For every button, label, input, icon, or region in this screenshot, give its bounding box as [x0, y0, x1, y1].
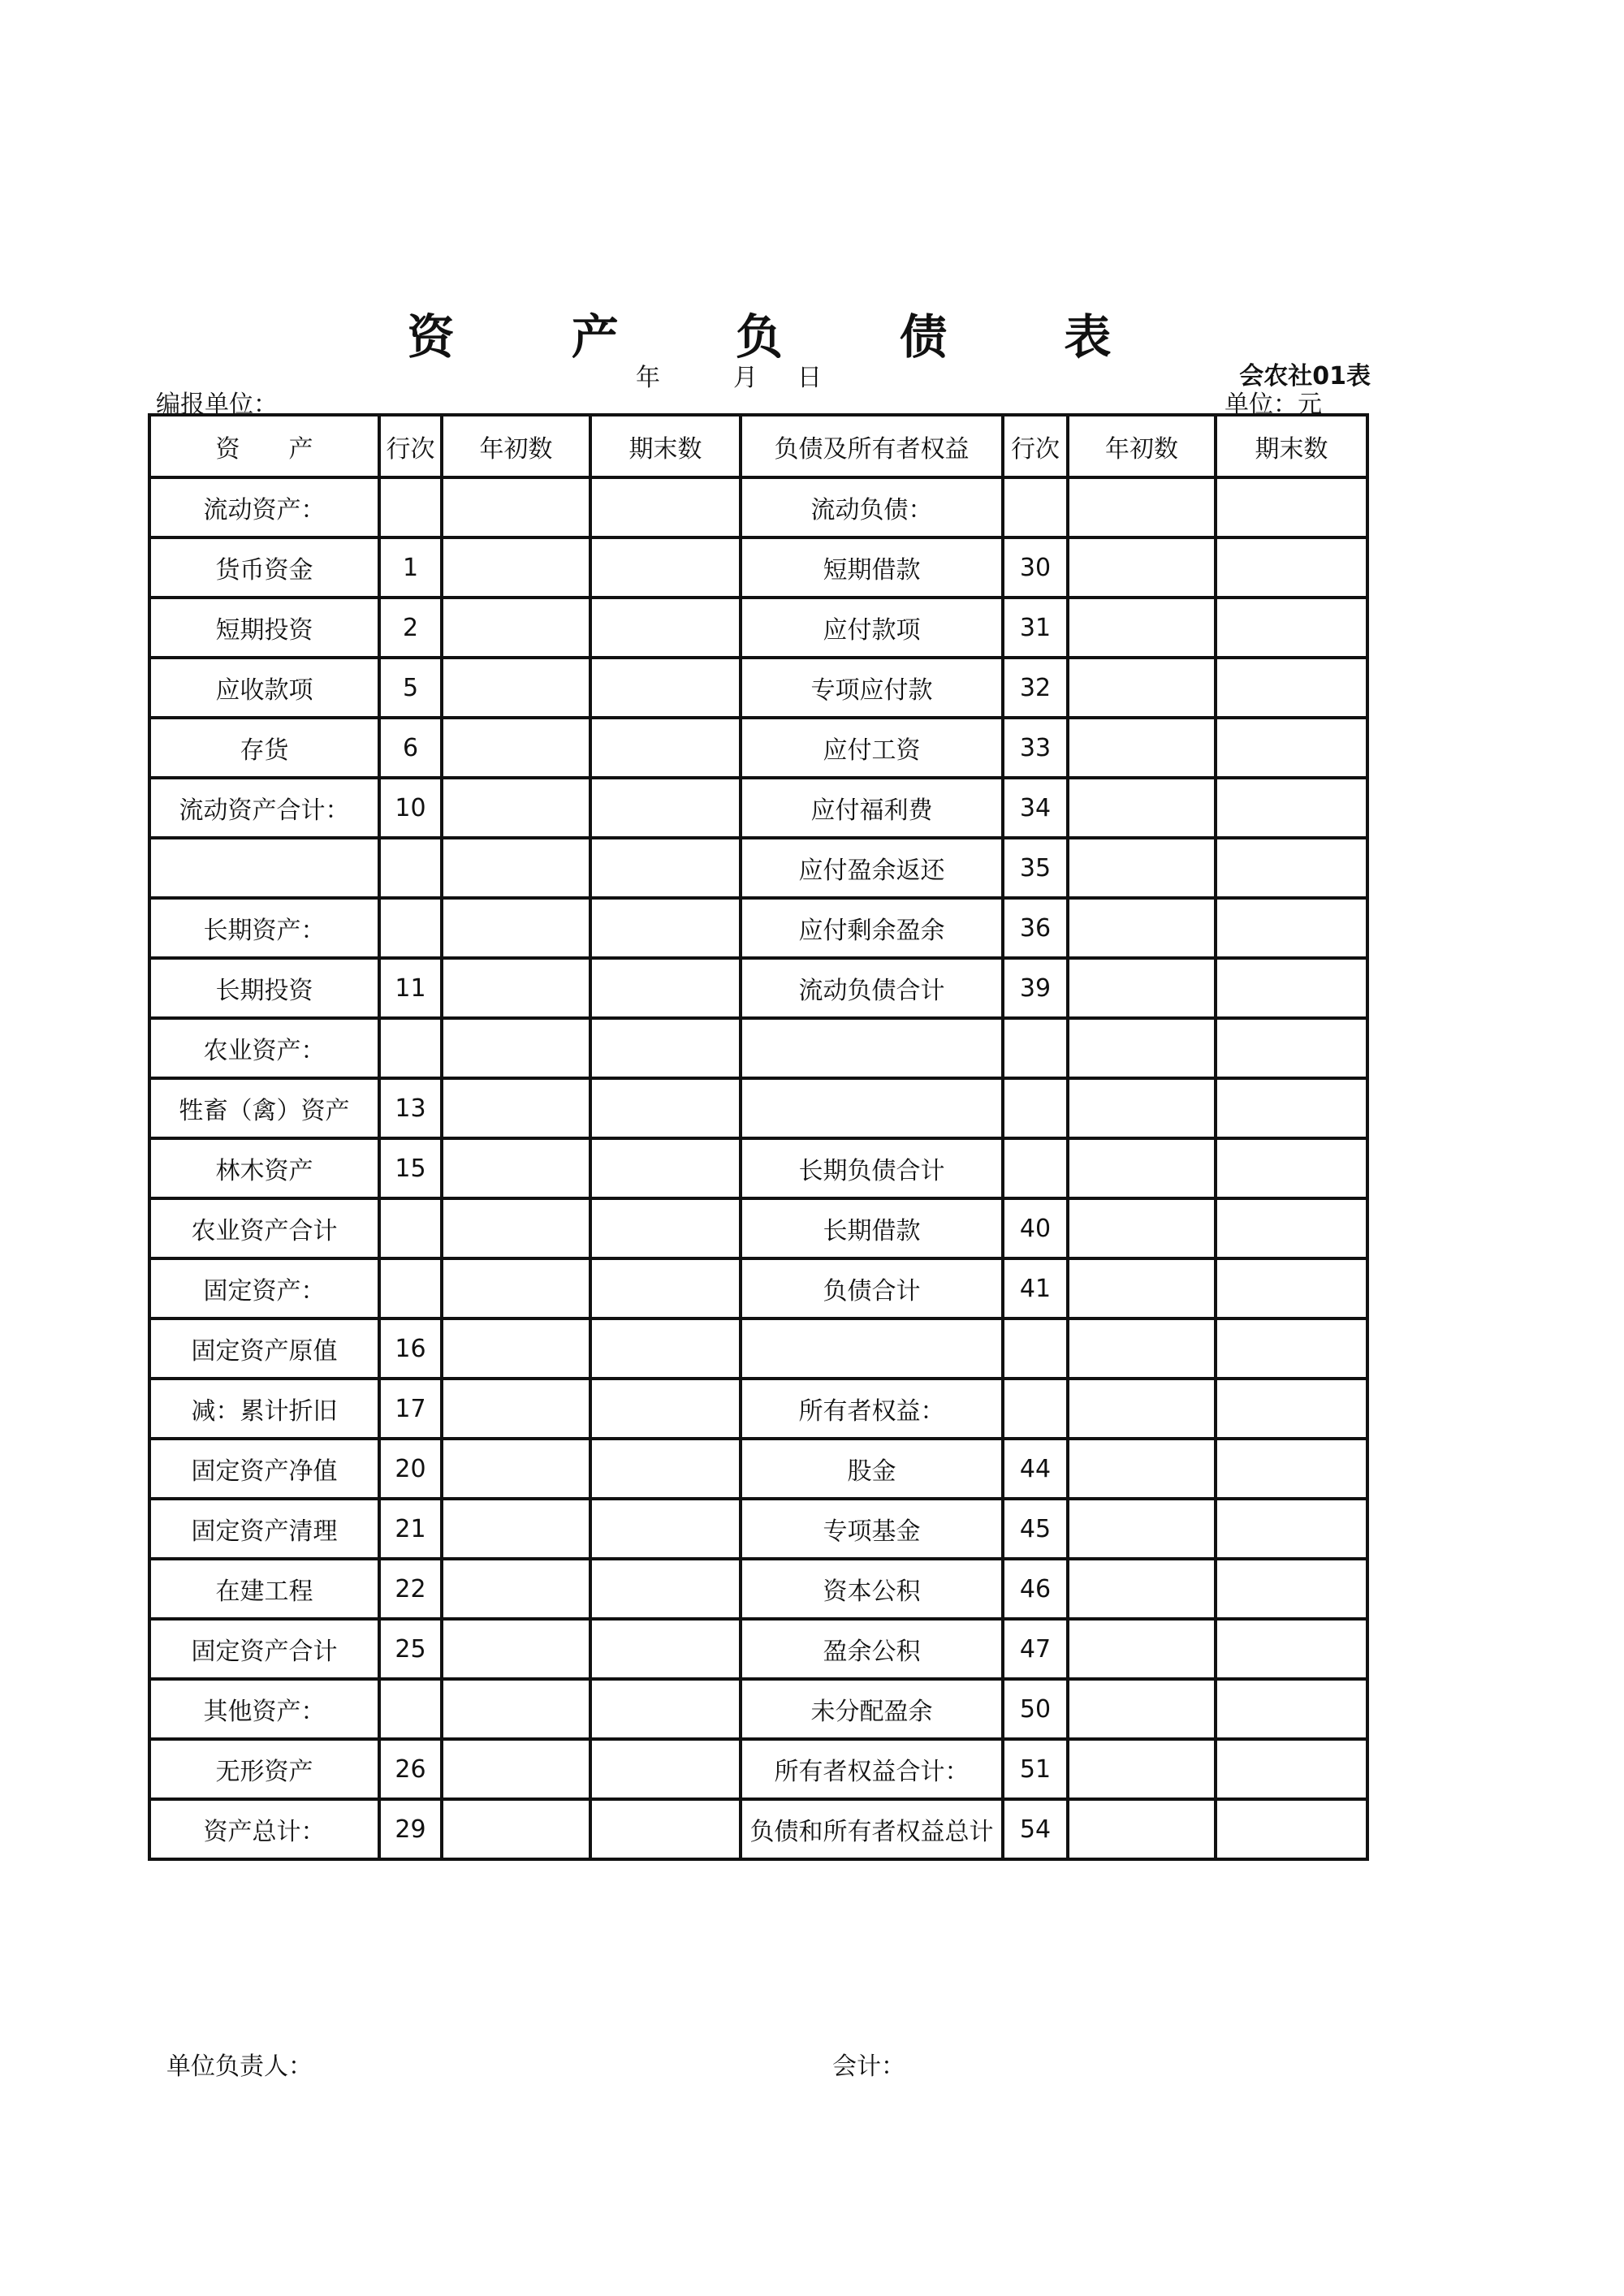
- asset-item-label: 存货: [149, 718, 379, 778]
- liability-item-label: [741, 1318, 1003, 1379]
- liability-beginning-balance-cell[interactable]: [1068, 477, 1216, 537]
- liability-beginning-balance-cell[interactable]: [1068, 958, 1216, 1018]
- table-row: [149, 537, 1367, 598]
- liability-line-number: 46: [1003, 1559, 1068, 1619]
- table-row: [149, 1258, 1367, 1318]
- asset-item-label: 减：累计折旧: [149, 1379, 379, 1439]
- asset-beginning-balance-cell[interactable]: [442, 537, 590, 598]
- table-row: [149, 1318, 1367, 1379]
- date-month-label: 月: [733, 364, 758, 392]
- liability-line-number: 30: [1003, 537, 1068, 598]
- asset-line-number: 16: [379, 1318, 442, 1379]
- liability-line-number: 34: [1003, 778, 1068, 838]
- asset-ending-balance-cell[interactable]: [590, 1679, 741, 1739]
- liability-ending-balance-cell[interactable]: [1216, 1198, 1367, 1258]
- table-row: [149, 658, 1367, 718]
- asset-line-number: 5: [379, 658, 442, 718]
- asset-item-label: 固定资产合计: [149, 1619, 379, 1679]
- liability-line-number: 40: [1003, 1198, 1068, 1258]
- asset-item-label: 长期投资: [149, 958, 379, 1018]
- asset-beginning-balance-cell[interactable]: [442, 838, 590, 898]
- liability-ending-balance-cell[interactable]: [1216, 1619, 1367, 1679]
- asset-item-label: 资产总计：: [149, 1799, 379, 1859]
- liability-item-label: 股金: [741, 1439, 1003, 1499]
- liability-item-label: 专项基金: [741, 1499, 1003, 1559]
- form-code: 会农社01表: [1239, 362, 1371, 391]
- liability-item-label: 应付盈余返还: [741, 838, 1003, 898]
- asset-beginning-balance-cell[interactable]: [442, 1258, 590, 1318]
- asset-item-label: 其他资产：: [149, 1679, 379, 1739]
- asset-beginning-balance-cell[interactable]: [442, 1018, 590, 1078]
- liability-ending-balance-cell[interactable]: [1216, 898, 1367, 958]
- liability-item-label: [741, 1018, 1003, 1078]
- liability-line-number: [1003, 1138, 1068, 1198]
- asset-ending-balance-cell[interactable]: [590, 1379, 741, 1439]
- asset-line-number: [379, 1679, 442, 1739]
- liability-item-label: 短期借款: [741, 537, 1003, 598]
- liability-line-number: 44: [1003, 1439, 1068, 1499]
- liability-ending-balance-cell[interactable]: [1216, 778, 1367, 838]
- liability-beginning-balance-cell[interactable]: [1068, 1499, 1216, 1559]
- table-row: [149, 838, 1367, 898]
- liability-item-label: 所有者权益：: [741, 1379, 1003, 1439]
- asset-beginning-balance-cell[interactable]: [442, 1739, 590, 1799]
- asset-ending-balance-cell[interactable]: [590, 718, 741, 778]
- asset-ending-balance-cell[interactable]: [590, 1258, 741, 1318]
- liability-ending-balance-cell[interactable]: [1216, 658, 1367, 718]
- asset-beginning-balance-cell[interactable]: [442, 1679, 590, 1739]
- asset-ending-balance-cell[interactable]: [590, 838, 741, 898]
- liability-ending-balance-cell[interactable]: [1216, 1258, 1367, 1318]
- asset-line-number: [379, 1258, 442, 1318]
- asset-line-number: [379, 838, 442, 898]
- table-row: [149, 1439, 1367, 1499]
- asset-line-number: 22: [379, 1559, 442, 1619]
- table-row: [149, 477, 1367, 537]
- asset-ending-balance-cell[interactable]: [590, 1018, 741, 1078]
- liability-ending-balance-cell[interactable]: [1216, 537, 1367, 598]
- asset-beginning-balance-cell[interactable]: [442, 598, 590, 658]
- liability-line-number: 50: [1003, 1679, 1068, 1739]
- liability-ending-balance-cell[interactable]: [1216, 1439, 1367, 1499]
- asset-beginning-balance-cell[interactable]: [442, 1499, 590, 1559]
- liability-beginning-balance-cell[interactable]: [1068, 1078, 1216, 1138]
- liability-beginning-balance-cell[interactable]: [1068, 1258, 1216, 1318]
- asset-line-number: [379, 898, 442, 958]
- asset-item-label: 货币资金: [149, 537, 379, 598]
- asset-ending-balance-cell[interactable]: [590, 958, 741, 1018]
- table-header-row: [149, 415, 1367, 477]
- liability-beginning-balance-cell[interactable]: [1068, 1619, 1216, 1679]
- asset-item-label: 固定资产：: [149, 1258, 379, 1318]
- asset-item-label: 固定资产净值: [149, 1439, 379, 1499]
- liability-item-label: 长期负债合计: [741, 1138, 1003, 1198]
- table-row: [149, 1739, 1367, 1799]
- liability-item-label: 未分配盈余: [741, 1679, 1003, 1739]
- liability-item-label: 应付工资: [741, 718, 1003, 778]
- liability-beginning-balance-cell[interactable]: [1068, 1439, 1216, 1499]
- asset-item-label: 牲畜（禽）资产: [149, 1078, 379, 1138]
- liability-beginning-balance-cell[interactable]: [1068, 1318, 1216, 1379]
- asset-line-number: 29: [379, 1799, 442, 1859]
- liability-line-number: 33: [1003, 718, 1068, 778]
- asset-line-number: [379, 1198, 442, 1258]
- asset-line-number: 17: [379, 1379, 442, 1439]
- asset-item-label: 长期资产：: [149, 898, 379, 958]
- liability-ending-balance-cell[interactable]: [1216, 1138, 1367, 1198]
- asset-beginning-balance-cell[interactable]: [442, 778, 590, 838]
- liability-line-number: 41: [1003, 1258, 1068, 1318]
- asset-ending-balance-cell[interactable]: [590, 598, 741, 658]
- asset-ending-balance-cell[interactable]: [590, 1138, 741, 1198]
- asset-line-number: 10: [379, 778, 442, 838]
- table-row: [149, 778, 1367, 838]
- table-row: [149, 1679, 1367, 1739]
- liability-item-label: 盈余公积: [741, 1619, 1003, 1679]
- asset-line-number: 1: [379, 537, 442, 598]
- asset-ending-balance-cell[interactable]: [590, 1318, 741, 1379]
- liability-line-number: [1003, 477, 1068, 537]
- table-row: [149, 598, 1367, 658]
- column-header-liab-beginning: 年初数: [1068, 415, 1216, 477]
- liability-beginning-balance-cell[interactable]: [1068, 1559, 1216, 1619]
- asset-line-number: 11: [379, 958, 442, 1018]
- liability-beginning-balance-cell[interactable]: [1068, 1679, 1216, 1739]
- column-header-asset-beginning: 年初数: [442, 415, 590, 477]
- asset-beginning-balance-cell[interactable]: [442, 1559, 590, 1619]
- asset-item-label: 固定资产原值: [149, 1318, 379, 1379]
- liability-beginning-balance-cell[interactable]: [1068, 898, 1216, 958]
- asset-item-label: 应收款项: [149, 658, 379, 718]
- liability-item-label: 流动负债合计: [741, 958, 1003, 1018]
- asset-line-number: [379, 1018, 442, 1078]
- asset-item-label: 林木资产: [149, 1138, 379, 1198]
- asset-ending-balance-cell[interactable]: [590, 778, 741, 838]
- asset-item-label: 短期投资: [149, 598, 379, 658]
- asset-beginning-balance-cell[interactable]: [442, 1078, 590, 1138]
- table-row: [149, 1379, 1367, 1439]
- liability-ending-balance-cell[interactable]: [1216, 1379, 1367, 1439]
- liability-ending-balance-cell[interactable]: [1216, 1559, 1367, 1619]
- liability-item-label: 应付款项: [741, 598, 1003, 658]
- liability-beginning-balance-cell[interactable]: [1068, 537, 1216, 598]
- liability-item-label: 资本公积: [741, 1559, 1003, 1619]
- asset-line-number: 6: [379, 718, 442, 778]
- table-row: [149, 718, 1367, 778]
- liability-line-number: 39: [1003, 958, 1068, 1018]
- liability-line-number: [1003, 1018, 1068, 1078]
- liability-line-number: 35: [1003, 838, 1068, 898]
- liability-line-number: [1003, 1318, 1068, 1379]
- asset-ending-balance-cell[interactable]: [590, 1619, 741, 1679]
- table-row: [149, 1198, 1367, 1258]
- asset-item-label: 固定资产清理: [149, 1499, 379, 1559]
- liability-line-number: 51: [1003, 1739, 1068, 1799]
- liability-line-number: 54: [1003, 1799, 1068, 1859]
- liability-beginning-balance-cell[interactable]: [1068, 1799, 1216, 1859]
- asset-item-label: 流动资产合计：: [149, 778, 379, 838]
- asset-item-label: 在建工程: [149, 1559, 379, 1619]
- liability-item-label: 负债合计: [741, 1258, 1003, 1318]
- asset-ending-balance-cell[interactable]: [590, 1499, 741, 1559]
- liability-item-label: 负债和所有者权益总计: [741, 1799, 1003, 1859]
- table-row: [149, 1018, 1367, 1078]
- asset-line-number: [379, 477, 442, 537]
- table-row: [149, 1499, 1367, 1559]
- table-row: [149, 1138, 1367, 1198]
- asset-ending-balance-cell[interactable]: [590, 537, 741, 598]
- liability-item-label: 应付剩余盈余: [741, 898, 1003, 958]
- liability-beginning-balance-cell[interactable]: [1068, 658, 1216, 718]
- liability-line-number: [1003, 1078, 1068, 1138]
- liability-beginning-balance-cell[interactable]: [1068, 838, 1216, 898]
- asset-beginning-balance-cell[interactable]: [442, 1439, 590, 1499]
- table-row: [149, 1078, 1367, 1138]
- asset-beginning-balance-cell[interactable]: [442, 1198, 590, 1258]
- liability-item-label: 流动负债：: [741, 477, 1003, 537]
- column-header-liab-ending: 期末数: [1216, 415, 1367, 477]
- column-header-liab-line-no: 行次: [1003, 415, 1068, 477]
- asset-beginning-balance-cell[interactable]: [442, 658, 590, 718]
- table-row: [149, 898, 1367, 958]
- asset-item-label: 农业资产：: [149, 1018, 379, 1078]
- liability-line-number: [1003, 1379, 1068, 1439]
- unit-head-signature-label: 单位负责人：: [166, 2052, 313, 2081]
- liability-beginning-balance-cell[interactable]: [1068, 718, 1216, 778]
- asset-line-number: 13: [379, 1078, 442, 1138]
- accountant-signature-label: 会计：: [832, 2052, 905, 2081]
- asset-item-label: 流动资产：: [149, 477, 379, 537]
- asset-beginning-balance-cell[interactable]: [442, 1619, 590, 1679]
- date-year-label: 年: [636, 364, 660, 392]
- liability-beginning-balance-cell[interactable]: [1068, 598, 1216, 658]
- liability-item-label: 专项应付款: [741, 658, 1003, 718]
- asset-line-number: 25: [379, 1619, 442, 1679]
- liability-item-label: 所有者权益合计：: [741, 1739, 1003, 1799]
- table-row: [149, 958, 1367, 1018]
- asset-item-label: 无形资产: [149, 1739, 379, 1799]
- column-header-assets: 资 产: [149, 415, 379, 477]
- asset-beginning-balance-cell[interactable]: [442, 718, 590, 778]
- balance-sheet-table: [148, 413, 1369, 1861]
- asset-line-number: 2: [379, 598, 442, 658]
- liability-ending-balance-cell[interactable]: [1216, 1318, 1367, 1379]
- liability-ending-balance-cell[interactable]: [1216, 1078, 1367, 1138]
- liability-item-label: 应付福利费: [741, 778, 1003, 838]
- liability-ending-balance-cell[interactable]: [1216, 838, 1367, 898]
- asset-beginning-balance-cell[interactable]: [442, 1379, 590, 1439]
- liability-line-number: 32: [1003, 658, 1068, 718]
- liability-beginning-balance-cell[interactable]: [1068, 1018, 1216, 1078]
- asset-ending-balance-cell[interactable]: [590, 1078, 741, 1138]
- asset-ending-balance-cell[interactable]: [590, 477, 741, 537]
- reporting-unit-label: 编报单位：: [156, 391, 278, 419]
- date-day-label: 日: [797, 364, 822, 392]
- table-row: [149, 1619, 1367, 1679]
- liability-line-number: 47: [1003, 1619, 1068, 1679]
- liability-ending-balance-cell[interactable]: [1216, 1799, 1367, 1859]
- liability-ending-balance-cell[interactable]: [1216, 718, 1367, 778]
- liability-line-number: 31: [1003, 598, 1068, 658]
- asset-line-number: 15: [379, 1138, 442, 1198]
- asset-item-label: 农业资产合计: [149, 1198, 379, 1258]
- liability-ending-balance-cell[interactable]: [1216, 1679, 1367, 1739]
- liability-beginning-balance-cell[interactable]: [1068, 1739, 1216, 1799]
- column-header-liabilities-equity: 负债及所有者权益: [741, 415, 1003, 477]
- liability-beginning-balance-cell[interactable]: [1068, 1379, 1216, 1439]
- liability-ending-balance-cell[interactable]: [1216, 598, 1367, 658]
- asset-beginning-balance-cell[interactable]: [442, 958, 590, 1018]
- asset-item-label: [149, 838, 379, 898]
- asset-ending-balance-cell[interactable]: [590, 1559, 741, 1619]
- currency-unit-label: 单位：元: [1224, 391, 1322, 419]
- liability-ending-balance-cell[interactable]: [1216, 958, 1367, 1018]
- liability-ending-balance-cell[interactable]: [1216, 1018, 1367, 1078]
- liability-beginning-balance-cell[interactable]: [1068, 1198, 1216, 1258]
- asset-beginning-balance-cell[interactable]: [442, 898, 590, 958]
- table-row: [149, 1559, 1367, 1619]
- asset-ending-balance-cell[interactable]: [590, 658, 741, 718]
- asset-line-number: 26: [379, 1739, 442, 1799]
- liability-ending-balance-cell[interactable]: [1216, 1499, 1367, 1559]
- asset-beginning-balance-cell[interactable]: [442, 1318, 590, 1379]
- asset-ending-balance-cell[interactable]: [590, 898, 741, 958]
- asset-beginning-balance-cell[interactable]: [442, 1138, 590, 1198]
- page-title: 资 产 负 债 表: [407, 309, 1162, 365]
- liability-item-label: 长期借款: [741, 1198, 1003, 1258]
- liability-beginning-balance-cell[interactable]: [1068, 1138, 1216, 1198]
- column-header-asset-line-no: 行次: [379, 415, 442, 477]
- asset-line-number: 21: [379, 1499, 442, 1559]
- liability-item-label: [741, 1078, 1003, 1138]
- table-row: [149, 1799, 1367, 1859]
- liability-line-number: 36: [1003, 898, 1068, 958]
- column-header-asset-ending: 期末数: [590, 415, 741, 477]
- liability-beginning-balance-cell[interactable]: [1068, 778, 1216, 838]
- liability-ending-balance-cell[interactable]: [1216, 477, 1367, 537]
- asset-ending-balance-cell[interactable]: [590, 1198, 741, 1258]
- asset-ending-balance-cell[interactable]: [590, 1739, 741, 1799]
- asset-line-number: 20: [379, 1439, 442, 1499]
- asset-ending-balance-cell[interactable]: [590, 1799, 741, 1859]
- asset-beginning-balance-cell[interactable]: [442, 1799, 590, 1859]
- asset-beginning-balance-cell[interactable]: [442, 477, 590, 537]
- asset-ending-balance-cell[interactable]: [590, 1439, 741, 1499]
- liability-ending-balance-cell[interactable]: [1216, 1739, 1367, 1799]
- liability-line-number: 45: [1003, 1499, 1068, 1559]
